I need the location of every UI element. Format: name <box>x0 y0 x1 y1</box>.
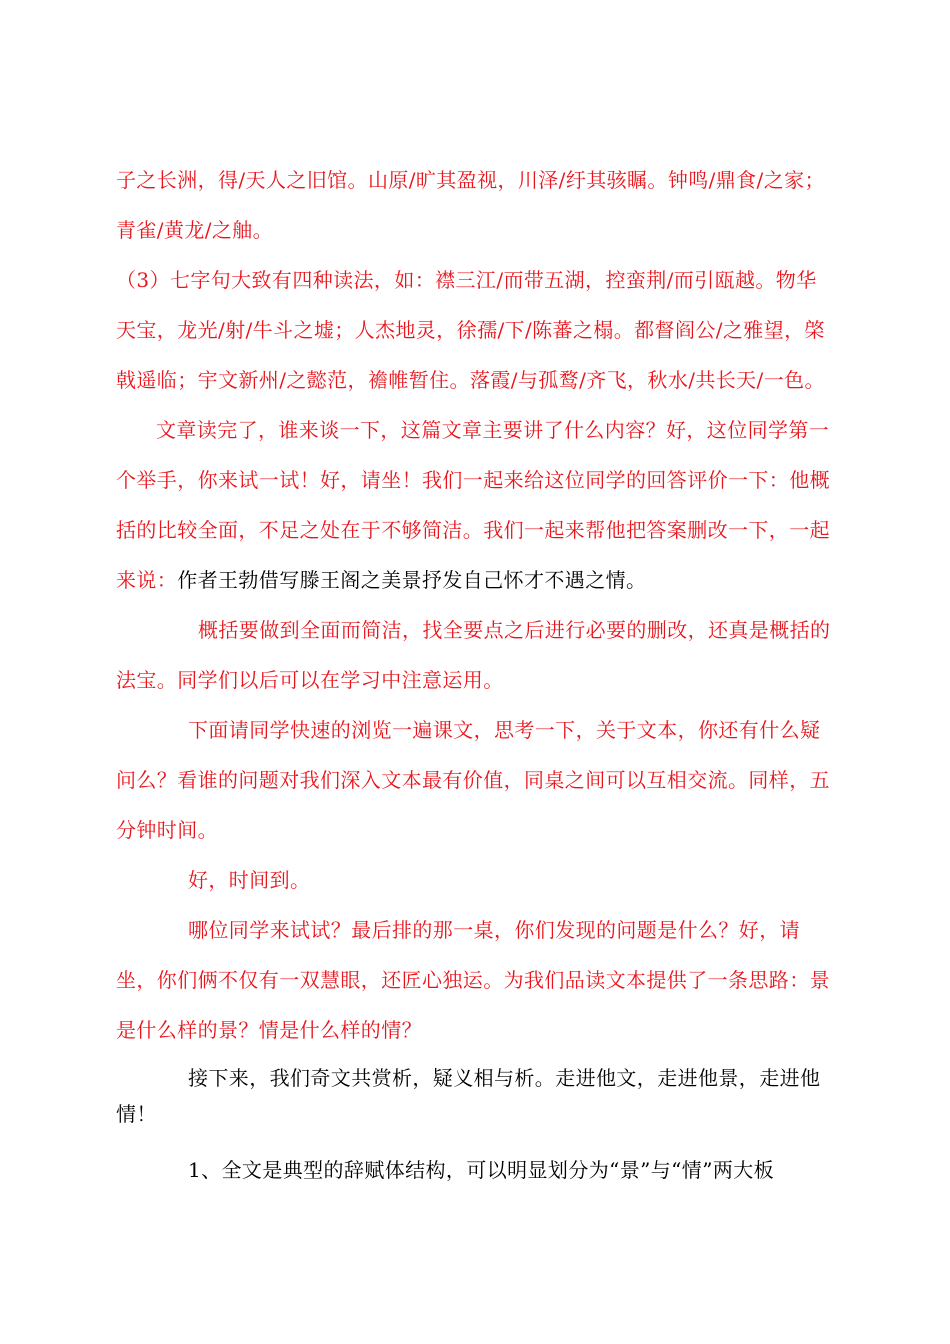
teacher-speech-text: 文章读完了，谁来谈一下，这篇文章主要讲了什么内容？好，这位同学第一个举手，你来试一试！好，请坐！我们一起来给这位同学的回答评价一下：他概括的比较全面，不足之处在于不够简洁。我们一起来帮他把答案删改一下，一起来说： <box>116 418 830 592</box>
paragraph-time-up: 好，时间到。 <box>188 868 311 892</box>
summary-answer-text: 作者王勃借写滕王阁之美景抒发自己怀才不遇之情。 <box>177 568 647 592</box>
paragraph-reading-example-continued: 子之长洲，得/天人之旧馆。山原/旷其盈视，川泽/纡其骇瞩。钟鸣/鼎食/之家；青雀/黄龙/之舳。 <box>116 168 825 242</box>
paragraph-student-question: 哪位同学来试试？最后排的那一桌，你们发现的问题是什么？好，请坐，你们俩不仅有一双慧眼，还匠心独运。为我们品读文本提供了一条思路：景是什么样的景？情是什么样的情？ <box>116 918 830 1042</box>
paragraph-structure-point: 1、全文是典型的辞赋体结构，可以明显划分为“景”与“情”两大板 <box>188 1158 775 1182</box>
paragraph-browse-questions: 下面请同学快速的浏览一遍课文，思考一下，关于文本，你还有什么疑问么？看谁的问题对我们深入文本最有价值，同桌之间可以互相交流。同样，五分钟时间。 <box>116 718 830 842</box>
paragraph-appreciation-intro: 接下来，我们奇文共赏析，疑义相与析。走进他文，走进他景，走进他情！ <box>116 1066 821 1126</box>
paragraph-summary-tip: 概括要做到全面而简洁，找全要点之后进行必要的删改，还真是概括的法宝。同学们以后可以在学习中注意运用。 <box>116 618 831 692</box>
paragraph-summary-discussion <box>116 405 836 605</box>
paragraph-seven-character-reading: （3）七字句大致有四种读法，如：襟三江/而带五湖，控蛮荆/而引瓯越。物华天宝，龙光/射/牛斗之墟；人杰地灵，徐孺/下/陈蕃之榻。都督阎公/之雅望，棨戟遥临；宇文新州/之懿范，襜帷暂住。落霞/与孤鹜/齐飞，秋水/共长天/一色。 <box>116 268 825 392</box>
